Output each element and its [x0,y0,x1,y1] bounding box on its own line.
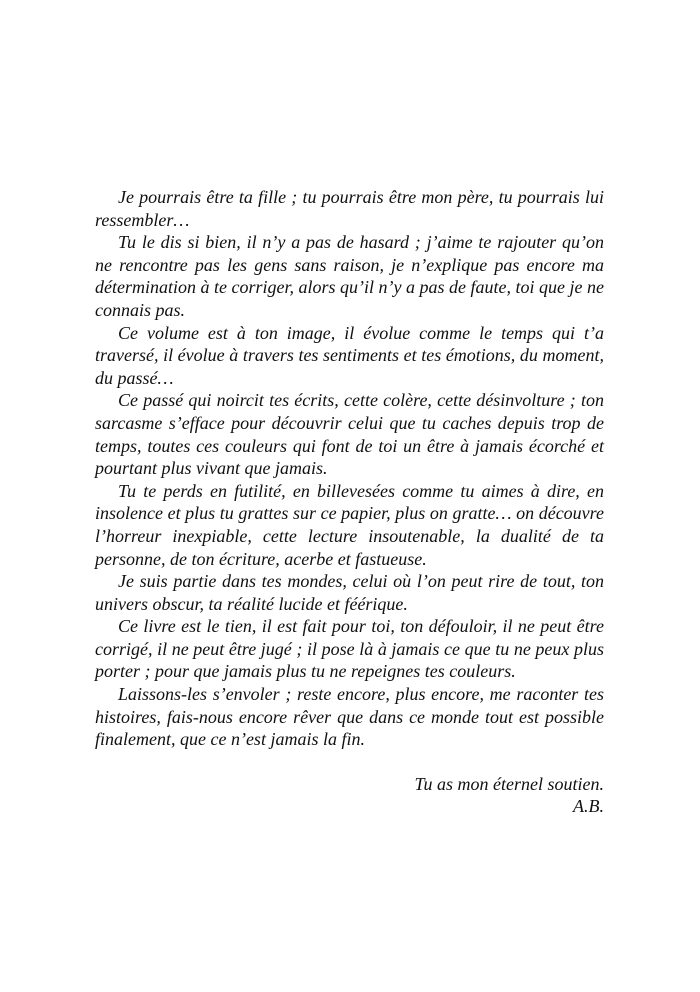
paragraph-7: Ce livre est le tien, il est fait pour toi, ton défouloir, il ne peut être corrigé, il ne peut être jugé ; il pose là à jamais ce que tu ne peux plus porter ; pour que jamais plus tu ne repeignes tes couleurs. [95,616,604,682]
closing-line: Tu as mon éternel soutien. [414,773,604,794]
paragraph-1: Je pourrais être ta fille ; tu pourrais être mon père, tu pourrais lui ressembler… [95,187,604,230]
signature-block [95,773,604,818]
paragraph-4: Ce passé qui noircit tes écrits, cette colère, cette désinvolture ; ton sarcasme s’efface pour découvrir celui que tu caches depuis trop de temps, toutes ces couleurs qui font de toi un être à jamais écorché et pourtant plus vivant que jamais. [95,390,604,479]
paragraph-8: Laissons-les s’envoler ; reste encore, plus encore, me raconter tes histoires, fais-nous encore rêver que dans ce monde tout est possible finalement, que ce n’est jamais la fin. [95,684,604,750]
paragraph-2: Tu le dis si bien, il n’y a pas de hasard ; j’aime te rajouter qu’on ne rencontre pas les gens sans raison, je n’explique pas encore ma détermination à te corriger, alors qu’il n’y a pas de faute, toi que je ne connais pas. [95,232,604,320]
dedication-text [95,186,604,818]
paragraph-3: Ce volume est à ton image, il évolue comme le temps qui t’a traversé, il évolue à travers tes sentiments et tes émotions, du moment, du passé… [95,322,604,388]
paragraph-5: Tu te perds en futilité, en billevesées comme tu aimes à dire, en insolence et plus tu grattes sur ce papier, plus on gratte… on découvre l’horreur inexpiable, cette lecture insoutenable, la dualité de ta personne, de ton écriture, acerbe et fastueuse. [95,480,604,569]
paragraph-6: Je suis partie dans tes mondes, celui où l’on peut rire de tout, ton univers obscur, ta réalité lucide et féérique. [95,571,604,614]
signature-initials: A.B. [573,796,604,817]
